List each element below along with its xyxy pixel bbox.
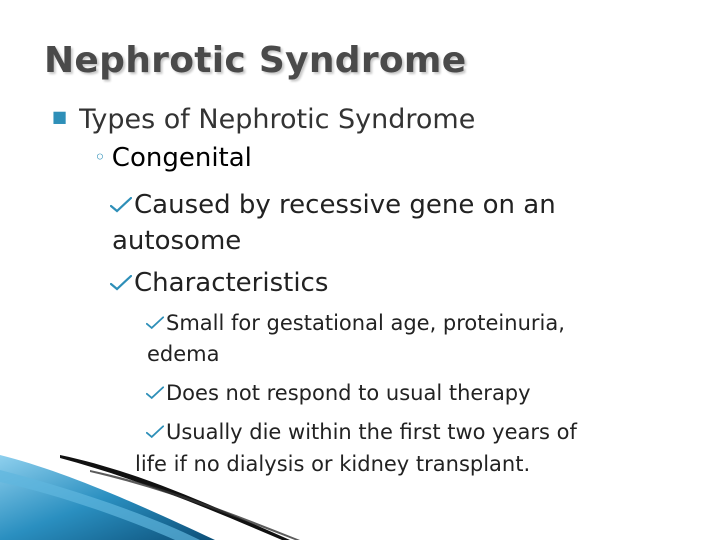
checkmark-bullet-icon	[110, 275, 132, 291]
bullet-level4-text: Usually die within the first two years of	[166, 420, 577, 444]
ring-bullet-icon: ◦	[94, 145, 106, 169]
bullet-level3-continuation: autosome	[112, 226, 242, 256]
bullet-level2-text: Congenital	[111, 143, 252, 173]
bullet-level4-item	[146, 381, 531, 405]
bullet-level1	[52, 104, 475, 135]
bullet-level1-text: Types of Nephrotic Syndrome	[79, 104, 476, 135]
checkmark-bullet-icon	[110, 197, 132, 213]
checkmark-bullet-icon	[146, 316, 164, 330]
checkmark-bullet-icon	[146, 386, 164, 400]
bullet-level3-item	[110, 190, 556, 220]
bullet-level3-text: Caused by recessive gene on an	[134, 190, 556, 220]
bullet-level3-item	[110, 268, 328, 298]
bullet-level4-text: Small for gestational age, proteinuria,	[166, 311, 565, 335]
bullet-level4-item	[146, 311, 565, 335]
bullet-level2	[94, 143, 252, 173]
bullet-level4-continuation: life if no dialysis or kidney transplant.	[135, 452, 531, 476]
bullet-level4-continuation: edema	[147, 342, 220, 366]
bullet-level3-text: Characteristics	[134, 268, 329, 298]
bullet-level4-text: Does not respond to usual therapy	[166, 381, 531, 405]
slide-title: Nephrotic Syndrome	[44, 40, 467, 81]
bullet-level4-item	[146, 420, 577, 444]
square-bullet-icon: ■	[52, 107, 68, 126]
checkmark-bullet-icon	[146, 425, 164, 439]
